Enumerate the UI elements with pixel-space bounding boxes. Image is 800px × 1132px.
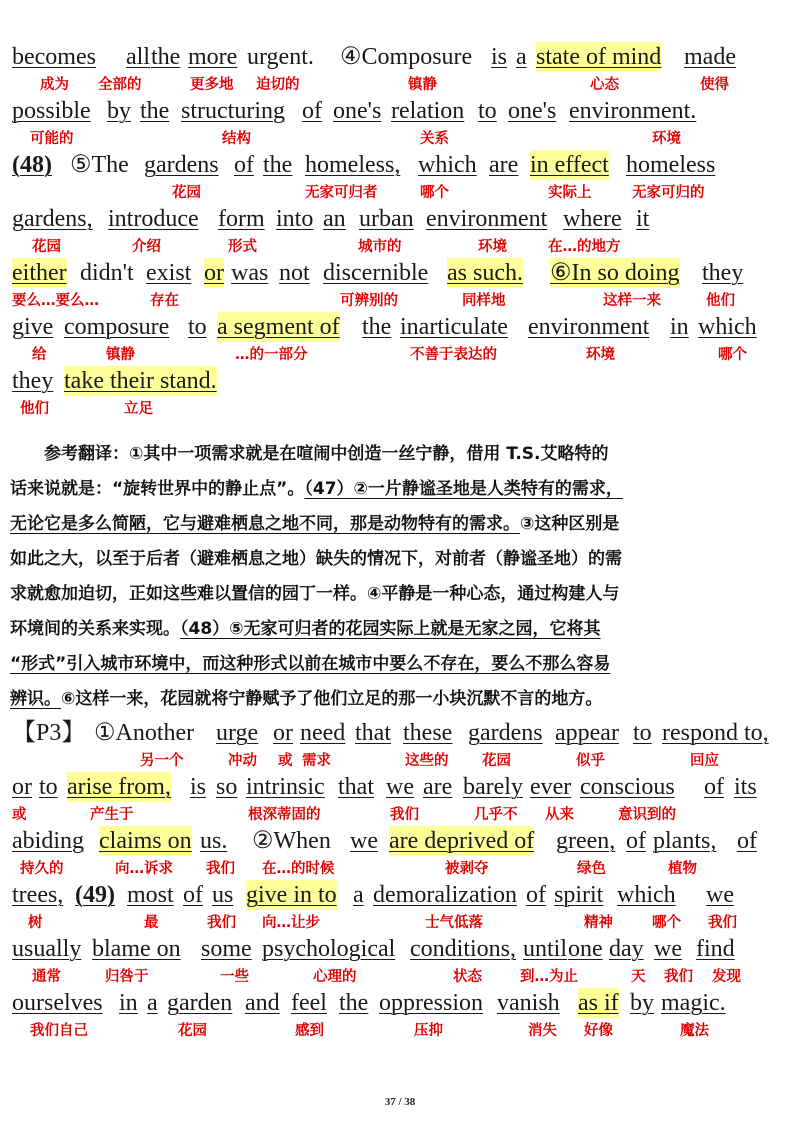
chinese-gloss: 环境: [478, 239, 507, 255]
chinese-gloss: 我们: [390, 807, 419, 823]
chinese-gloss: 冲动: [228, 753, 257, 769]
chinese-gloss: 向…诉求: [115, 861, 173, 877]
english-word: not: [279, 260, 310, 286]
english-word: relation: [391, 98, 465, 124]
highlighted-phrase: take their stand.: [64, 368, 217, 394]
english-word: are: [489, 152, 519, 178]
english-word: the: [339, 990, 369, 1016]
english-word: some: [201, 936, 252, 962]
chinese-gloss: 存在: [150, 293, 179, 309]
chinese-gloss: 通常: [32, 969, 61, 985]
english-word: demoralization: [373, 882, 517, 908]
chinese-gloss: 花园: [32, 239, 61, 255]
page-separator: /: [398, 1096, 402, 1108]
chinese-gloss: 同样地: [462, 293, 506, 309]
chinese-gloss: 介绍: [132, 239, 161, 255]
chinese-gloss: 归咎于: [105, 969, 149, 985]
highlighted-phrase: or: [204, 260, 224, 286]
english-word: of: [234, 152, 254, 178]
chinese-gloss: 镇静: [408, 77, 437, 93]
english-word: homeless: [626, 152, 716, 178]
translation-line: [10, 478, 790, 500]
chinese-gloss: 持久的: [20, 861, 64, 877]
chinese-gloss: 士气低落: [425, 915, 483, 931]
english-word: the: [362, 314, 392, 340]
english-word: gardens: [468, 720, 543, 746]
english-word: we: [706, 882, 734, 908]
english-word: where: [563, 206, 622, 232]
english-word: homeless,: [305, 152, 401, 178]
english-word: conscious: [580, 774, 675, 800]
chinese-gloss: 使得: [700, 77, 729, 93]
english-word: until: [523, 936, 568, 962]
english-word: an: [323, 206, 346, 232]
english-word: by: [630, 990, 654, 1016]
english-word: us.: [200, 828, 228, 854]
page-total: 38: [404, 1096, 416, 1108]
english-word: in: [670, 314, 689, 340]
chinese-gloss: 感到: [295, 1023, 324, 1039]
english-word: of: [737, 828, 757, 854]
english-word: vanish: [497, 990, 560, 1016]
translation-text: ⑥这样一来，花园就将宁静赋予了他们立足的那一小块沉默不言的地方。: [61, 689, 603, 709]
chinese-gloss: 意识到的: [618, 807, 676, 823]
translation-answer: （48）⑤无家可归者的花园实际上就是无家之园，它将其: [180, 619, 601, 639]
english-word: need: [300, 720, 346, 746]
english-word: didn't: [80, 260, 134, 286]
english-word: abiding: [12, 828, 84, 854]
english-word: the: [140, 98, 170, 124]
translation-line: [10, 513, 790, 535]
english-word: one's: [333, 98, 382, 124]
english-word: environment.: [569, 98, 697, 124]
translation-answer: （47）②一片静谧圣地是人类特有的需求，: [304, 479, 623, 499]
translation-text: 话来说就是：“旋转世界中的静止点”。: [10, 479, 305, 499]
english-word: plants,: [653, 828, 717, 854]
chinese-gloss: 状态: [453, 969, 482, 985]
chinese-gloss: 回应: [690, 753, 719, 769]
chinese-gloss: 镇静: [106, 347, 135, 363]
english-word: structuring: [181, 98, 285, 124]
english-word: to: [633, 720, 652, 746]
chinese-gloss: 到…为止: [520, 969, 578, 985]
chinese-gloss: 心态: [590, 77, 619, 93]
chinese-gloss: 实际上: [548, 185, 592, 201]
english-word: to: [39, 774, 58, 800]
translation-text: 如此之大，以至于后者（避难栖息之地）缺失的情况下，对前者（静谧圣地）的需: [10, 549, 622, 569]
translation-line: [10, 688, 790, 710]
chinese-gloss: 他们: [20, 401, 49, 417]
english-word: conditions,: [410, 936, 516, 962]
chinese-gloss: 花园: [172, 185, 201, 201]
chinese-gloss: 环境: [652, 131, 681, 147]
chinese-gloss: 花园: [178, 1023, 207, 1039]
english-word: is: [491, 44, 508, 70]
english-word: and: [245, 990, 280, 1016]
english-word: we: [654, 936, 682, 962]
english-word: it: [636, 206, 650, 232]
english-word: intrinsic: [246, 774, 325, 800]
chinese-gloss: 消失: [528, 1023, 557, 1039]
english-word: garden: [167, 990, 233, 1016]
english-word: which: [698, 314, 757, 340]
english-word: one: [568, 936, 603, 962]
english-word: ④Composure: [340, 44, 473, 70]
english-word: gardens,: [12, 206, 93, 232]
chinese-gloss: 关系: [420, 131, 449, 147]
chinese-gloss: 在…的时候: [262, 861, 335, 877]
english-word: to: [188, 314, 207, 340]
chinese-gloss: 心理的: [313, 969, 357, 985]
chinese-gloss: 魔法: [680, 1023, 709, 1039]
chinese-gloss: 环境: [586, 347, 615, 363]
chinese-gloss: 城市的: [358, 239, 402, 255]
page-number: [0, 1096, 800, 1108]
chinese-gloss: 好像: [584, 1023, 613, 1039]
chinese-gloss: 给: [32, 347, 47, 363]
chinese-gloss: 这样一来: [603, 293, 661, 309]
english-word: blame on: [92, 936, 181, 962]
chinese-gloss: 需求: [302, 753, 331, 769]
chinese-gloss: 绿色: [577, 861, 606, 877]
english-word: environment: [426, 206, 548, 232]
english-word: or: [273, 720, 293, 746]
english-word: 【P3】: [12, 720, 86, 746]
translation-answer: 无论它是多么简陋，它与避难栖息之地不同，那是动物特有的需求。: [10, 514, 520, 534]
english-word: of: [526, 882, 546, 908]
english-word: to: [478, 98, 497, 124]
english-word: of: [626, 828, 646, 854]
highlighted-phrase: state of mind: [536, 44, 662, 70]
chinese-gloss: 产生于: [90, 807, 134, 823]
english-word: respond to,: [662, 720, 769, 746]
chinese-gloss: 或: [12, 807, 27, 823]
highlighted-phrase: are deprived of: [389, 828, 535, 854]
chinese-gloss: 无家可归的: [632, 185, 705, 201]
translation-text: 求就愈加迫切，正如这些难以置信的园丁一样。④平静是一种心态，通过构建人与: [10, 584, 620, 604]
english-word: ②When: [252, 828, 331, 854]
english-word: barely: [463, 774, 523, 800]
chinese-gloss: 这些的: [405, 753, 449, 769]
english-word: we: [386, 774, 414, 800]
chinese-gloss: 最: [144, 915, 159, 931]
highlighted-phrase: claims on: [99, 828, 192, 854]
chinese-gloss: 似乎: [576, 753, 605, 769]
page-current: 37: [384, 1096, 396, 1108]
chinese-gloss: 立足: [124, 401, 153, 417]
english-word: give: [12, 314, 54, 340]
chinese-gloss: …的一部分: [235, 347, 308, 363]
highlighted-phrase: as such.: [447, 260, 523, 286]
english-word: a: [353, 882, 364, 908]
english-word: exist: [146, 260, 192, 286]
chinese-gloss: 植物: [668, 861, 697, 877]
english-word: of: [302, 98, 322, 124]
chinese-gloss: 哪个: [652, 915, 681, 931]
highlighted-phrase: a segment of: [217, 314, 340, 340]
english-word: ever: [530, 774, 572, 800]
chinese-gloss: 不善于表达的: [410, 347, 497, 363]
english-word: urge: [216, 720, 259, 746]
chinese-gloss: 另一个: [140, 753, 184, 769]
chinese-gloss: 精神: [584, 915, 613, 931]
english-word: the: [151, 44, 181, 70]
english-word: possible: [12, 98, 91, 124]
english-word: or: [12, 774, 32, 800]
chinese-gloss: 或: [278, 753, 293, 769]
english-word: gardens: [144, 152, 219, 178]
chinese-gloss: 几乎不: [474, 807, 518, 823]
english-word: usually: [12, 936, 82, 962]
chinese-gloss: 我们: [207, 915, 236, 931]
english-word: was: [231, 260, 269, 286]
english-word: day: [609, 936, 644, 962]
english-word: find: [696, 936, 735, 962]
translation-text: 环境间的关系来实现。: [10, 619, 180, 639]
chinese-gloss: 在…的地方: [548, 239, 621, 255]
english-word: they: [12, 368, 54, 394]
english-word: of: [704, 774, 724, 800]
english-word: more: [188, 44, 238, 70]
chinese-gloss: 一些: [220, 969, 249, 985]
chinese-gloss: 花园: [482, 753, 511, 769]
english-word: so: [216, 774, 238, 800]
highlighted-phrase: give in to: [246, 882, 337, 908]
highlighted-phrase: arise from,: [67, 774, 171, 800]
english-word: spirit: [554, 882, 604, 908]
english-word: appear: [555, 720, 619, 746]
english-word: these: [403, 720, 453, 746]
chinese-gloss: 他们: [706, 293, 735, 309]
english-word: we: [350, 828, 378, 854]
english-word: in: [119, 990, 138, 1016]
chinese-gloss: 形式: [228, 239, 257, 255]
translation-line: [10, 583, 790, 605]
highlighted-phrase: ⑥In so doing: [550, 260, 680, 286]
english-word: most: [127, 882, 174, 908]
translation-answer: 辨识。: [10, 689, 61, 709]
english-word: that: [338, 774, 374, 800]
chinese-gloss: 被剥夺: [445, 861, 489, 877]
english-word: discernible: [323, 260, 429, 286]
english-word: into: [276, 206, 314, 232]
translation-text: 参考翻译：①其中一项需求就是在喧闹中创造一丝宁静，借用 T.S.艾略特的: [10, 444, 609, 464]
english-word: they: [702, 260, 744, 286]
chinese-gloss: 迫切的: [256, 77, 300, 93]
chinese-gloss: 从来: [545, 807, 574, 823]
translation-text: ③这种区别是: [520, 514, 620, 534]
chinese-gloss: 要么…要么…: [12, 293, 99, 309]
chinese-gloss: 发现: [712, 969, 741, 985]
english-word: all: [126, 44, 150, 70]
english-word: a: [147, 990, 158, 1016]
english-word: ourselves: [12, 990, 103, 1016]
chinese-gloss: 全部的: [98, 77, 142, 93]
highlighted-phrase: in effect: [530, 152, 609, 178]
chinese-gloss: 可辨别的: [340, 293, 398, 309]
highlighted-phrase: either: [12, 260, 67, 286]
english-word: ⑤The: [70, 152, 129, 178]
english-word: by: [107, 98, 131, 124]
chinese-gloss: 无家可归者: [305, 185, 378, 201]
translation-line: [10, 618, 790, 640]
english-word: urgent.: [247, 44, 314, 70]
chinese-gloss: 根深蒂固的: [248, 807, 321, 823]
highlighted-phrase: as if: [578, 990, 619, 1016]
english-word: is: [190, 774, 207, 800]
chinese-gloss: 结构: [222, 131, 251, 147]
translation-line: [10, 548, 790, 570]
chinese-gloss: 我们自己: [30, 1023, 88, 1039]
english-word: psychological: [262, 936, 396, 962]
translation-line: [10, 443, 790, 465]
chinese-gloss: 可能的: [30, 131, 74, 147]
english-word: introduce: [108, 206, 199, 232]
english-word: one's: [508, 98, 557, 124]
english-word: composure: [64, 314, 170, 340]
translation-answer: “形式”引入城市环境中，而这种形式以前在城市中要么不存在，要么不那么容易: [10, 654, 611, 674]
english-word: magic.: [661, 990, 726, 1016]
question-number: (48): [12, 152, 52, 178]
english-word: us: [212, 882, 234, 908]
translation-line: [10, 653, 790, 675]
chinese-gloss: 我们: [664, 969, 693, 985]
chinese-gloss: 压抑: [414, 1023, 443, 1039]
english-word: green,: [556, 828, 616, 854]
english-word: its: [734, 774, 757, 800]
english-word: the: [263, 152, 293, 178]
english-word: oppression: [379, 990, 483, 1016]
english-word: a: [516, 44, 527, 70]
english-word: feel: [291, 990, 327, 1016]
english-word: form: [218, 206, 265, 232]
chinese-gloss: 树: [28, 915, 43, 931]
question-number: (49): [75, 882, 115, 908]
english-word: made: [684, 44, 736, 70]
english-word: becomes: [12, 44, 96, 70]
english-word: ①Another: [94, 720, 195, 746]
english-word: are: [423, 774, 453, 800]
english-word: trees,: [12, 882, 64, 908]
chinese-gloss: 天: [631, 969, 646, 985]
english-word: which: [617, 882, 676, 908]
chinese-gloss: 我们: [708, 915, 737, 931]
chinese-gloss: 哪个: [718, 347, 747, 363]
chinese-gloss: 哪个: [420, 185, 449, 201]
english-word: inarticulate: [400, 314, 508, 340]
chinese-gloss: 成为: [40, 77, 69, 93]
english-word: environment: [528, 314, 650, 340]
english-word: of: [183, 882, 203, 908]
english-word: urban: [359, 206, 414, 232]
english-word: that: [355, 720, 391, 746]
chinese-gloss: 更多地: [190, 77, 234, 93]
english-word: which: [418, 152, 477, 178]
chinese-gloss: 向…让步: [262, 915, 320, 931]
chinese-gloss: 我们: [206, 861, 235, 877]
